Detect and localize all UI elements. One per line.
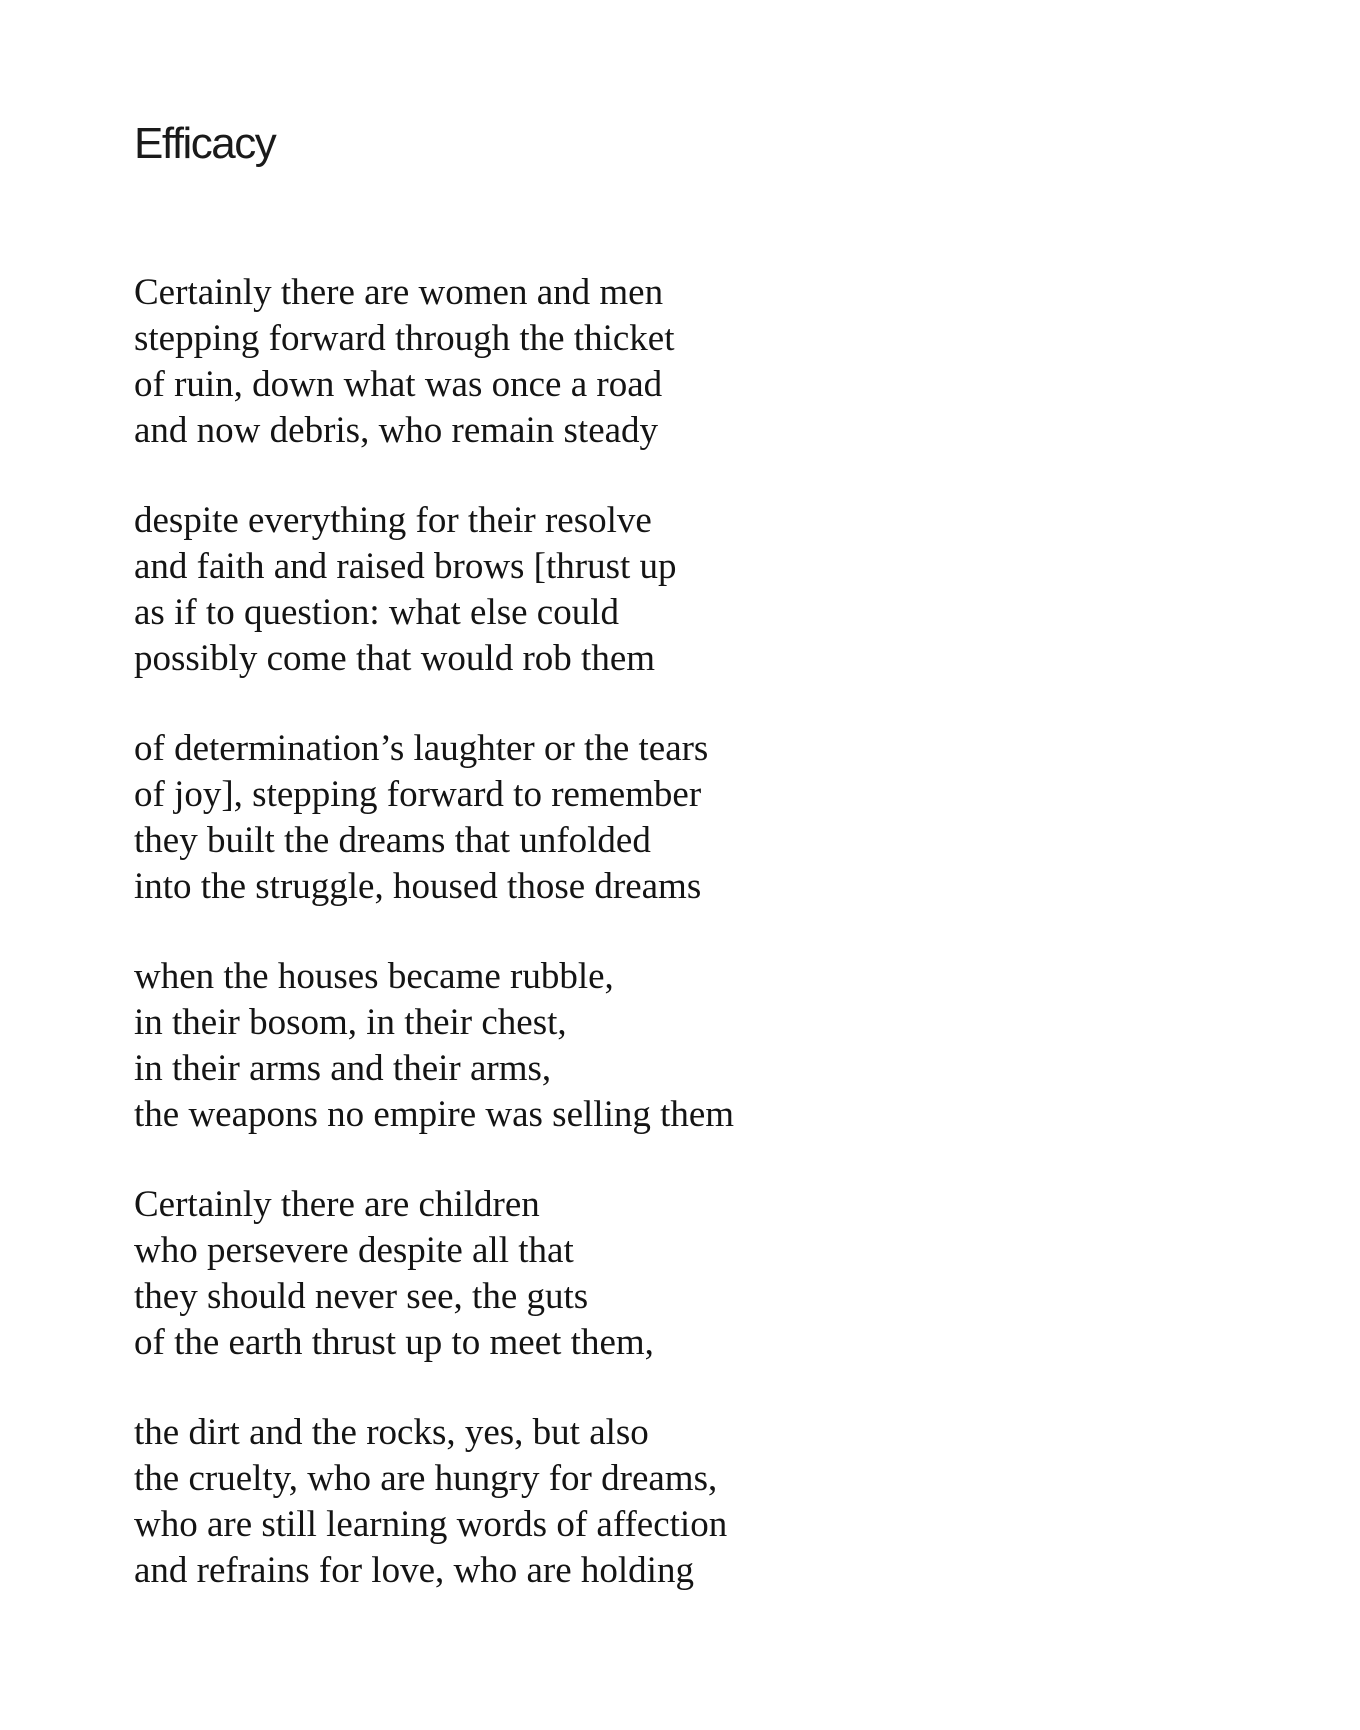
poem-line: of ruin, down what was once a road	[134, 364, 663, 405]
poem-line: and faith and raised brows [thrust up	[134, 546, 677, 587]
poem-line: into the struggle, housed those dreams	[134, 866, 702, 907]
poem-line: the weapons no empire was selling them	[134, 1094, 735, 1135]
poem-line: in their bosom, in their chest,	[134, 1002, 567, 1043]
poem-line: they built the dreams that unfolded	[134, 820, 651, 861]
stanza-6	[134, 1410, 1034, 1594]
poem-line: who are still learning words of affection	[134, 1504, 728, 1545]
poem-line: and now debris, who remain steady	[134, 410, 659, 451]
stanza-2	[134, 498, 1034, 682]
poem-line: stepping forward through the thicket	[134, 318, 675, 359]
stanza-5	[134, 1182, 1034, 1366]
poem-line: of the earth thrust up to meet them,	[134, 1322, 654, 1363]
stanza-1	[134, 270, 1034, 454]
poem-line: who persevere despite all that	[134, 1230, 574, 1271]
poem-line: of joy], stepping forward to remember	[134, 774, 702, 815]
poem-line: and refrains for love, who are holding	[134, 1550, 694, 1591]
poem-line: in their arms and their arms,	[134, 1048, 552, 1089]
poem-line: the cruelty, who are hungry for dreams,	[134, 1458, 718, 1499]
poem-line: despite everything for their resolve	[134, 500, 652, 541]
poem-body	[134, 270, 1034, 1638]
poem-line: the dirt and the rocks, yes, but also	[134, 1412, 649, 1453]
poem-line: as if to question: what else could	[134, 592, 620, 633]
stanza-3	[134, 726, 1034, 910]
poem-line: possibly come that would rob them	[134, 638, 656, 679]
poem-line: of determination’s laughter or the tears	[134, 728, 709, 769]
poem-line: when the houses became rubble,	[134, 956, 614, 997]
poem-title: Efficacy	[134, 119, 276, 168]
poem-line: they should never see, the guts	[134, 1276, 589, 1317]
stanza-4	[134, 954, 1034, 1138]
poem-line: Certainly there are children	[134, 1184, 540, 1225]
poem-line: Certainly there are women and men	[134, 272, 664, 313]
